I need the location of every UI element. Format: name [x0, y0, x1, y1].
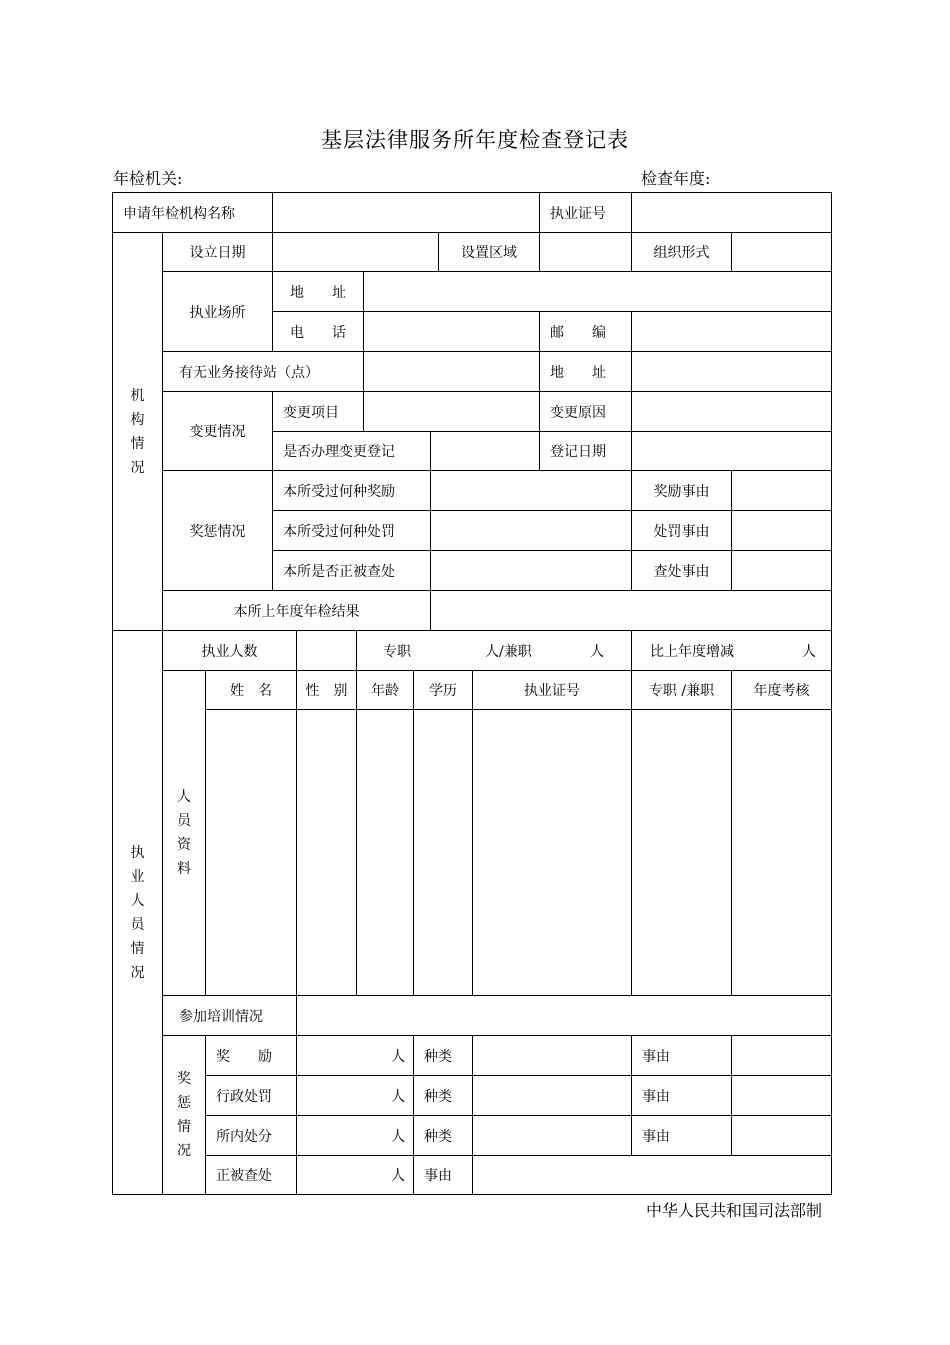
- person-parttime-label: 人/兼职: [485, 643, 532, 660]
- col-license-header: 执业证号: [472, 670, 632, 710]
- staff-count-label: 执业人数: [162, 630, 297, 671]
- address-label: 地 址: [272, 271, 364, 312]
- staff-gender-column[interactable]: [296, 709, 357, 996]
- rp-section-label: 奖 惩 情 况: [162, 1035, 206, 1195]
- staff-name-column[interactable]: [205, 709, 297, 996]
- license-value[interactable]: [631, 192, 832, 233]
- address2-label: 地 址: [539, 351, 632, 392]
- fulltime-parttime-cell[interactable]: [356, 630, 632, 671]
- awards-value[interactable]: [430, 470, 632, 511]
- col-gender-header: 性 别: [296, 670, 357, 710]
- awards-label: 本所受过何种奖励: [272, 470, 431, 511]
- training-label: 参加培训情况: [162, 995, 297, 1036]
- postcode-value[interactable]: [631, 311, 832, 352]
- applicant-label: 申请年检机构名称: [112, 192, 273, 233]
- register-date-value[interactable]: [631, 431, 832, 471]
- reception-value[interactable]: [363, 351, 540, 392]
- internal-penalty-count[interactable]: 人: [296, 1115, 414, 1156]
- org-form-value[interactable]: [731, 232, 832, 272]
- admin-penalty-kind-label: 种类: [413, 1075, 473, 1116]
- region-value[interactable]: [539, 232, 632, 272]
- under-investigation-reason-value[interactable]: [472, 1155, 832, 1195]
- reward-reason-value[interactable]: [731, 1035, 832, 1076]
- col-edu-header: 学历: [413, 670, 473, 710]
- phone-label: 电 话: [272, 311, 364, 352]
- inspection-authority-label: 年检机关:: [113, 169, 183, 188]
- col-name-header: 姓 名: [205, 670, 297, 710]
- admin-penalty-kind-value[interactable]: [472, 1075, 632, 1116]
- est-date-value[interactable]: [272, 232, 439, 272]
- internal-penalty-kind-value[interactable]: [472, 1115, 632, 1156]
- vs-last-year-label: 比上年度增减: [650, 643, 734, 660]
- internal-penalty-label: 所内处分: [205, 1115, 297, 1156]
- col-review-header: 年度考核: [731, 670, 832, 710]
- col-age-header: 年龄: [356, 670, 414, 710]
- internal-penalty-kind-label: 种类: [413, 1115, 473, 1156]
- reward-label: 奖 励: [205, 1035, 297, 1076]
- license-label: 执业证号: [539, 192, 632, 233]
- change-label: 变更情况: [162, 391, 273, 471]
- investigate-reason-value[interactable]: [731, 550, 832, 591]
- staff-count-value[interactable]: [296, 630, 357, 671]
- person-label: 人: [590, 643, 604, 660]
- admin-penalty-label: 行政处罚: [205, 1075, 297, 1116]
- venue-label: 执业场所: [162, 271, 273, 352]
- staff-section-label: 执 业 人 员 情 况: [112, 630, 163, 1195]
- last-result-value[interactable]: [430, 590, 832, 631]
- penalties-value[interactable]: [430, 510, 632, 551]
- staff-license-column[interactable]: [472, 709, 632, 996]
- reward-reason-label: 事由: [631, 1035, 732, 1076]
- staff-ftpt-column[interactable]: [631, 709, 732, 996]
- staff-edu-column[interactable]: [413, 709, 473, 996]
- under-investigation-reason-label: 事由: [413, 1155, 473, 1195]
- col-ftpt-header: 专职 /兼职: [631, 670, 732, 710]
- reward-count[interactable]: 人: [296, 1035, 414, 1076]
- change-reason-value[interactable]: [631, 391, 832, 432]
- org-section-label: 机 构 情 况: [112, 232, 163, 631]
- postcode-label: 邮 编: [539, 311, 632, 352]
- change-registered-label: 是否办理变更登记: [272, 431, 431, 471]
- vs-last-year-cell[interactable]: [631, 630, 832, 671]
- issuer-footer: 中华人民共和国司法部制: [645, 1201, 822, 1220]
- applicant-value[interactable]: [272, 192, 540, 233]
- staff-info-label: 人 员 资 料: [162, 670, 206, 996]
- penalty-reason-label: 处罚事由: [631, 510, 732, 551]
- last-result-label: 本所上年度年检结果: [162, 590, 431, 631]
- change-item-value[interactable]: [363, 391, 540, 432]
- org-form-label: 组织形式: [631, 232, 732, 272]
- admin-penalty-reason-label: 事由: [631, 1075, 732, 1116]
- region-label: 设置区域: [438, 232, 540, 272]
- reward-kind-label: 种类: [413, 1035, 473, 1076]
- admin-penalty-count[interactable]: 人: [296, 1075, 414, 1116]
- training-value[interactable]: [296, 995, 832, 1036]
- address-value[interactable]: [363, 271, 832, 312]
- reward-kind-value[interactable]: [472, 1035, 632, 1076]
- under-investigation-label: 正被查处: [205, 1155, 297, 1195]
- change-reason-label: 变更原因: [539, 391, 632, 432]
- staff-age-column[interactable]: [356, 709, 414, 996]
- award-reason-label: 奖励事由: [631, 470, 732, 511]
- reception-label: 有无业务接待站（点）: [162, 351, 364, 392]
- register-date-label: 登记日期: [539, 431, 632, 471]
- address2-value[interactable]: [631, 351, 832, 392]
- rewards-section-label: 奖惩情况: [162, 470, 273, 591]
- est-date-label: 设立日期: [162, 232, 273, 272]
- investigated-value[interactable]: [430, 550, 632, 591]
- under-investigation-count[interactable]: 人: [296, 1155, 414, 1195]
- change-item-label: 变更项目: [272, 391, 364, 432]
- penalties-label: 本所受过何种处罚: [272, 510, 431, 551]
- internal-penalty-reason-label: 事由: [631, 1115, 732, 1156]
- change-registered-value[interactable]: [430, 431, 540, 471]
- form-title: 基层法律服务所年度检查登记表: [321, 128, 629, 152]
- internal-penalty-reason-value[interactable]: [731, 1115, 832, 1156]
- award-reason-value[interactable]: [731, 470, 832, 511]
- phone-value[interactable]: [363, 311, 540, 352]
- vs-last-year-unit: 人: [802, 643, 816, 660]
- staff-review-column[interactable]: [731, 709, 832, 996]
- investigate-reason-label: 查处事由: [631, 550, 732, 591]
- fulltime-label: 专职: [383, 643, 411, 660]
- penalty-reason-value[interactable]: [731, 510, 832, 551]
- investigated-label: 本所是否正被查处: [272, 550, 431, 591]
- admin-penalty-reason-value[interactable]: [731, 1075, 832, 1116]
- inspection-year-label: 检查年度:: [641, 169, 711, 188]
